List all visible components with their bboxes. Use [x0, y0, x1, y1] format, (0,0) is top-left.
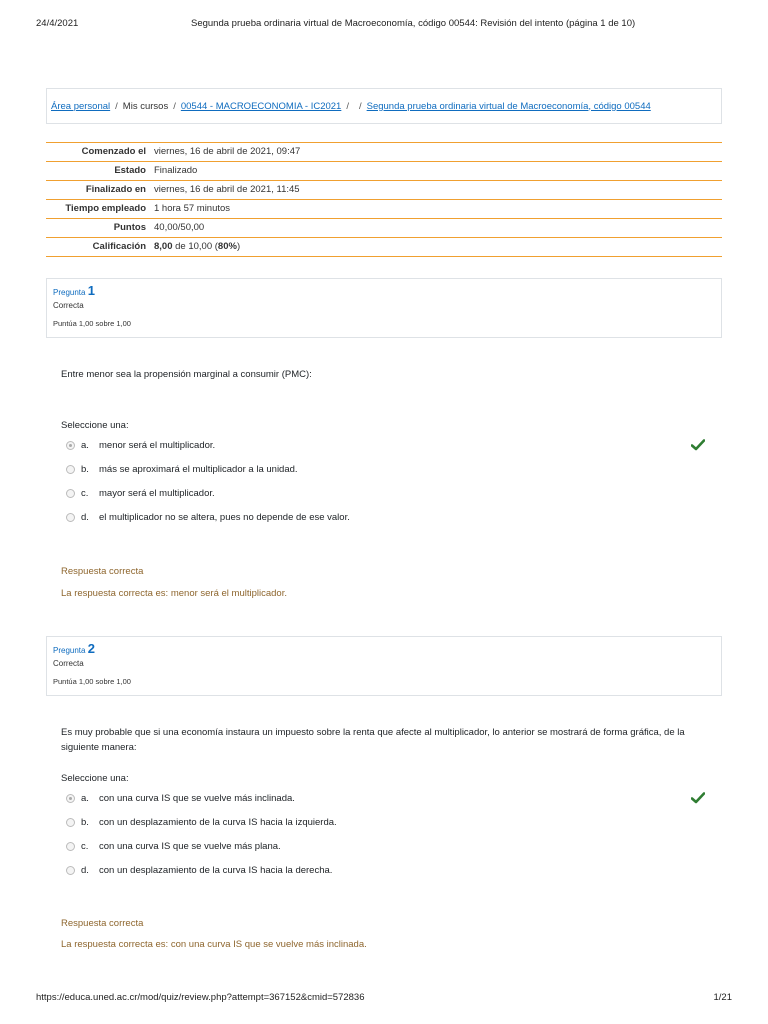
breadcrumb-course-link[interactable]: 00544 - MACROECONOMIA - IC2021 — [180, 100, 342, 112]
summary-value: viernes, 16 de abril de 2021, 11:45 — [150, 181, 722, 200]
radio-icon[interactable] — [66, 842, 75, 851]
summary-value: 1 hora 57 minutos — [150, 200, 722, 219]
option-letter: d. — [81, 511, 89, 523]
check-icon — [691, 439, 705, 451]
question-label: Pregunta — [53, 288, 86, 297]
grade-percent: 80% — [217, 241, 237, 252]
radio-icon[interactable] — [66, 441, 75, 450]
summary-label: Calificación — [46, 238, 150, 257]
grade-end: ) — [236, 241, 241, 252]
breadcrumb-home-link[interactable]: Área personal — [51, 100, 111, 112]
question-number — [53, 283, 715, 298]
feedback-correct: Respuesta correcta — [61, 918, 144, 929]
answer-option-1d[interactable] — [66, 510, 350, 524]
breadcrumb-separator: / — [358, 100, 362, 112]
answer-option-1a[interactable] — [66, 438, 215, 452]
answer-option-2c[interactable] — [66, 839, 281, 853]
question-number-value: 2 — [87, 641, 95, 656]
attempt-summary-table — [46, 142, 722, 257]
option-text: más se aproximará el multiplicador a la unidad. — [99, 463, 298, 475]
radio-icon[interactable] — [66, 818, 75, 827]
question-text-1: Entre menor sea la propensión marginal a consumir (PMC): — [61, 369, 312, 380]
grade-mid: de 10,00 ( — [172, 241, 218, 252]
question-number — [53, 641, 715, 656]
right-answer: La respuesta correcta es: menor será el multiplicador. — [61, 588, 287, 599]
answer-option-1c[interactable] — [66, 486, 215, 500]
option-text: con un desplazamiento de la curva IS hacia la derecha. — [99, 864, 333, 876]
option-letter: d. — [81, 864, 89, 876]
grade-score: 8,00 — [154, 241, 173, 252]
option-letter: a. — [81, 792, 89, 804]
summary-label: Puntos — [46, 219, 150, 238]
summary-row-time — [46, 200, 722, 219]
question-state: Correcta — [53, 659, 84, 668]
question-number-value: 1 — [87, 283, 95, 298]
summary-row-finished — [46, 181, 722, 200]
question-info-2 — [46, 636, 722, 696]
check-icon — [691, 792, 705, 804]
summary-row-grade — [46, 238, 722, 257]
breadcrumb-courses: Mis cursos — [122, 100, 169, 112]
radio-icon[interactable] — [66, 794, 75, 803]
answer-option-2d[interactable] — [66, 863, 332, 877]
summary-row-started — [46, 143, 722, 162]
option-text: el multiplicador no se altera, pues no depende de ese valor. — [99, 511, 350, 523]
select-prompt: Seleccione una: — [61, 773, 129, 784]
feedback-correct: Respuesta correcta — [61, 566, 144, 577]
option-text: menor será el multiplicador. — [99, 439, 216, 451]
print-footer — [36, 992, 732, 1006]
print-url: https://educa.uned.ac.cr/mod/quiz/review.php?attempt=367152&cmid=572836 — [36, 992, 365, 1003]
summary-value: Finalizado — [150, 162, 722, 181]
option-letter: c. — [81, 487, 89, 499]
question-grade: Puntúa 1,00 sobre 1,00 — [53, 319, 131, 328]
breadcrumb-separator: / — [173, 100, 176, 112]
breadcrumb-separator: / — [346, 100, 349, 112]
radio-icon[interactable] — [66, 866, 75, 875]
summary-grade-value — [150, 238, 722, 257]
summary-label: Tiempo empleado — [46, 200, 150, 219]
option-letter: c. — [81, 840, 89, 852]
summary-row-points — [46, 219, 722, 238]
option-letter: b. — [81, 816, 89, 828]
breadcrumb-separator: / — [115, 100, 118, 112]
question-info-1 — [46, 278, 722, 338]
question-label: Pregunta — [53, 646, 86, 655]
option-text: con una curva IS que se vuelve más inclinada. — [99, 792, 295, 804]
print-date: 24/4/2021 — [36, 18, 79, 29]
radio-icon[interactable] — [66, 489, 75, 498]
question-grade: Puntúa 1,00 sobre 1,00 — [53, 677, 131, 686]
answer-option-2a[interactable] — [66, 791, 295, 805]
select-prompt: Seleccione una: — [61, 420, 129, 431]
option-letter: b. — [81, 463, 89, 475]
question-state: Correcta — [53, 301, 84, 310]
option-text: con una curva IS que se vuelve más plana. — [99, 840, 281, 852]
print-title: Segunda prueba ordinaria virtual de Macroeconomía, código 00544: Revisión del intento (página 1 de 10) — [191, 18, 636, 29]
right-answer: La respuesta correcta es: con una curva IS que se vuelve más inclinada. — [61, 939, 367, 950]
print-header — [36, 18, 732, 32]
summary-label: Estado — [46, 162, 150, 181]
summary-label: Comenzado el — [46, 143, 150, 162]
question-text-2: Es muy probable que si una economía instaura un impuesto sobre la renta que afecte al multiplicador, lo anterior se mostrará de forma gráfica, de la siguiente manera: — [61, 727, 685, 753]
answer-option-1b[interactable] — [66, 462, 298, 476]
answer-option-2b[interactable] — [66, 815, 337, 829]
summary-label: Finalizado en — [46, 181, 150, 200]
option-text: mayor será el multiplicador. — [99, 487, 215, 499]
breadcrumb — [46, 88, 722, 124]
summary-row-state — [46, 162, 722, 181]
radio-icon[interactable] — [66, 513, 75, 522]
breadcrumb-quiz-link[interactable]: Segunda prueba ordinaria virtual de Macroeconomía, código 00544 — [366, 100, 651, 112]
option-letter: a. — [81, 439, 89, 451]
radio-icon[interactable] — [66, 465, 75, 474]
summary-value: viernes, 16 de abril de 2021, 09:47 — [150, 143, 722, 162]
print-page-count: 1/21 — [713, 992, 732, 1003]
summary-value: 40,00/50,00 — [150, 219, 722, 238]
option-text: con un desplazamiento de la curva IS hacia la izquierda. — [99, 816, 337, 828]
